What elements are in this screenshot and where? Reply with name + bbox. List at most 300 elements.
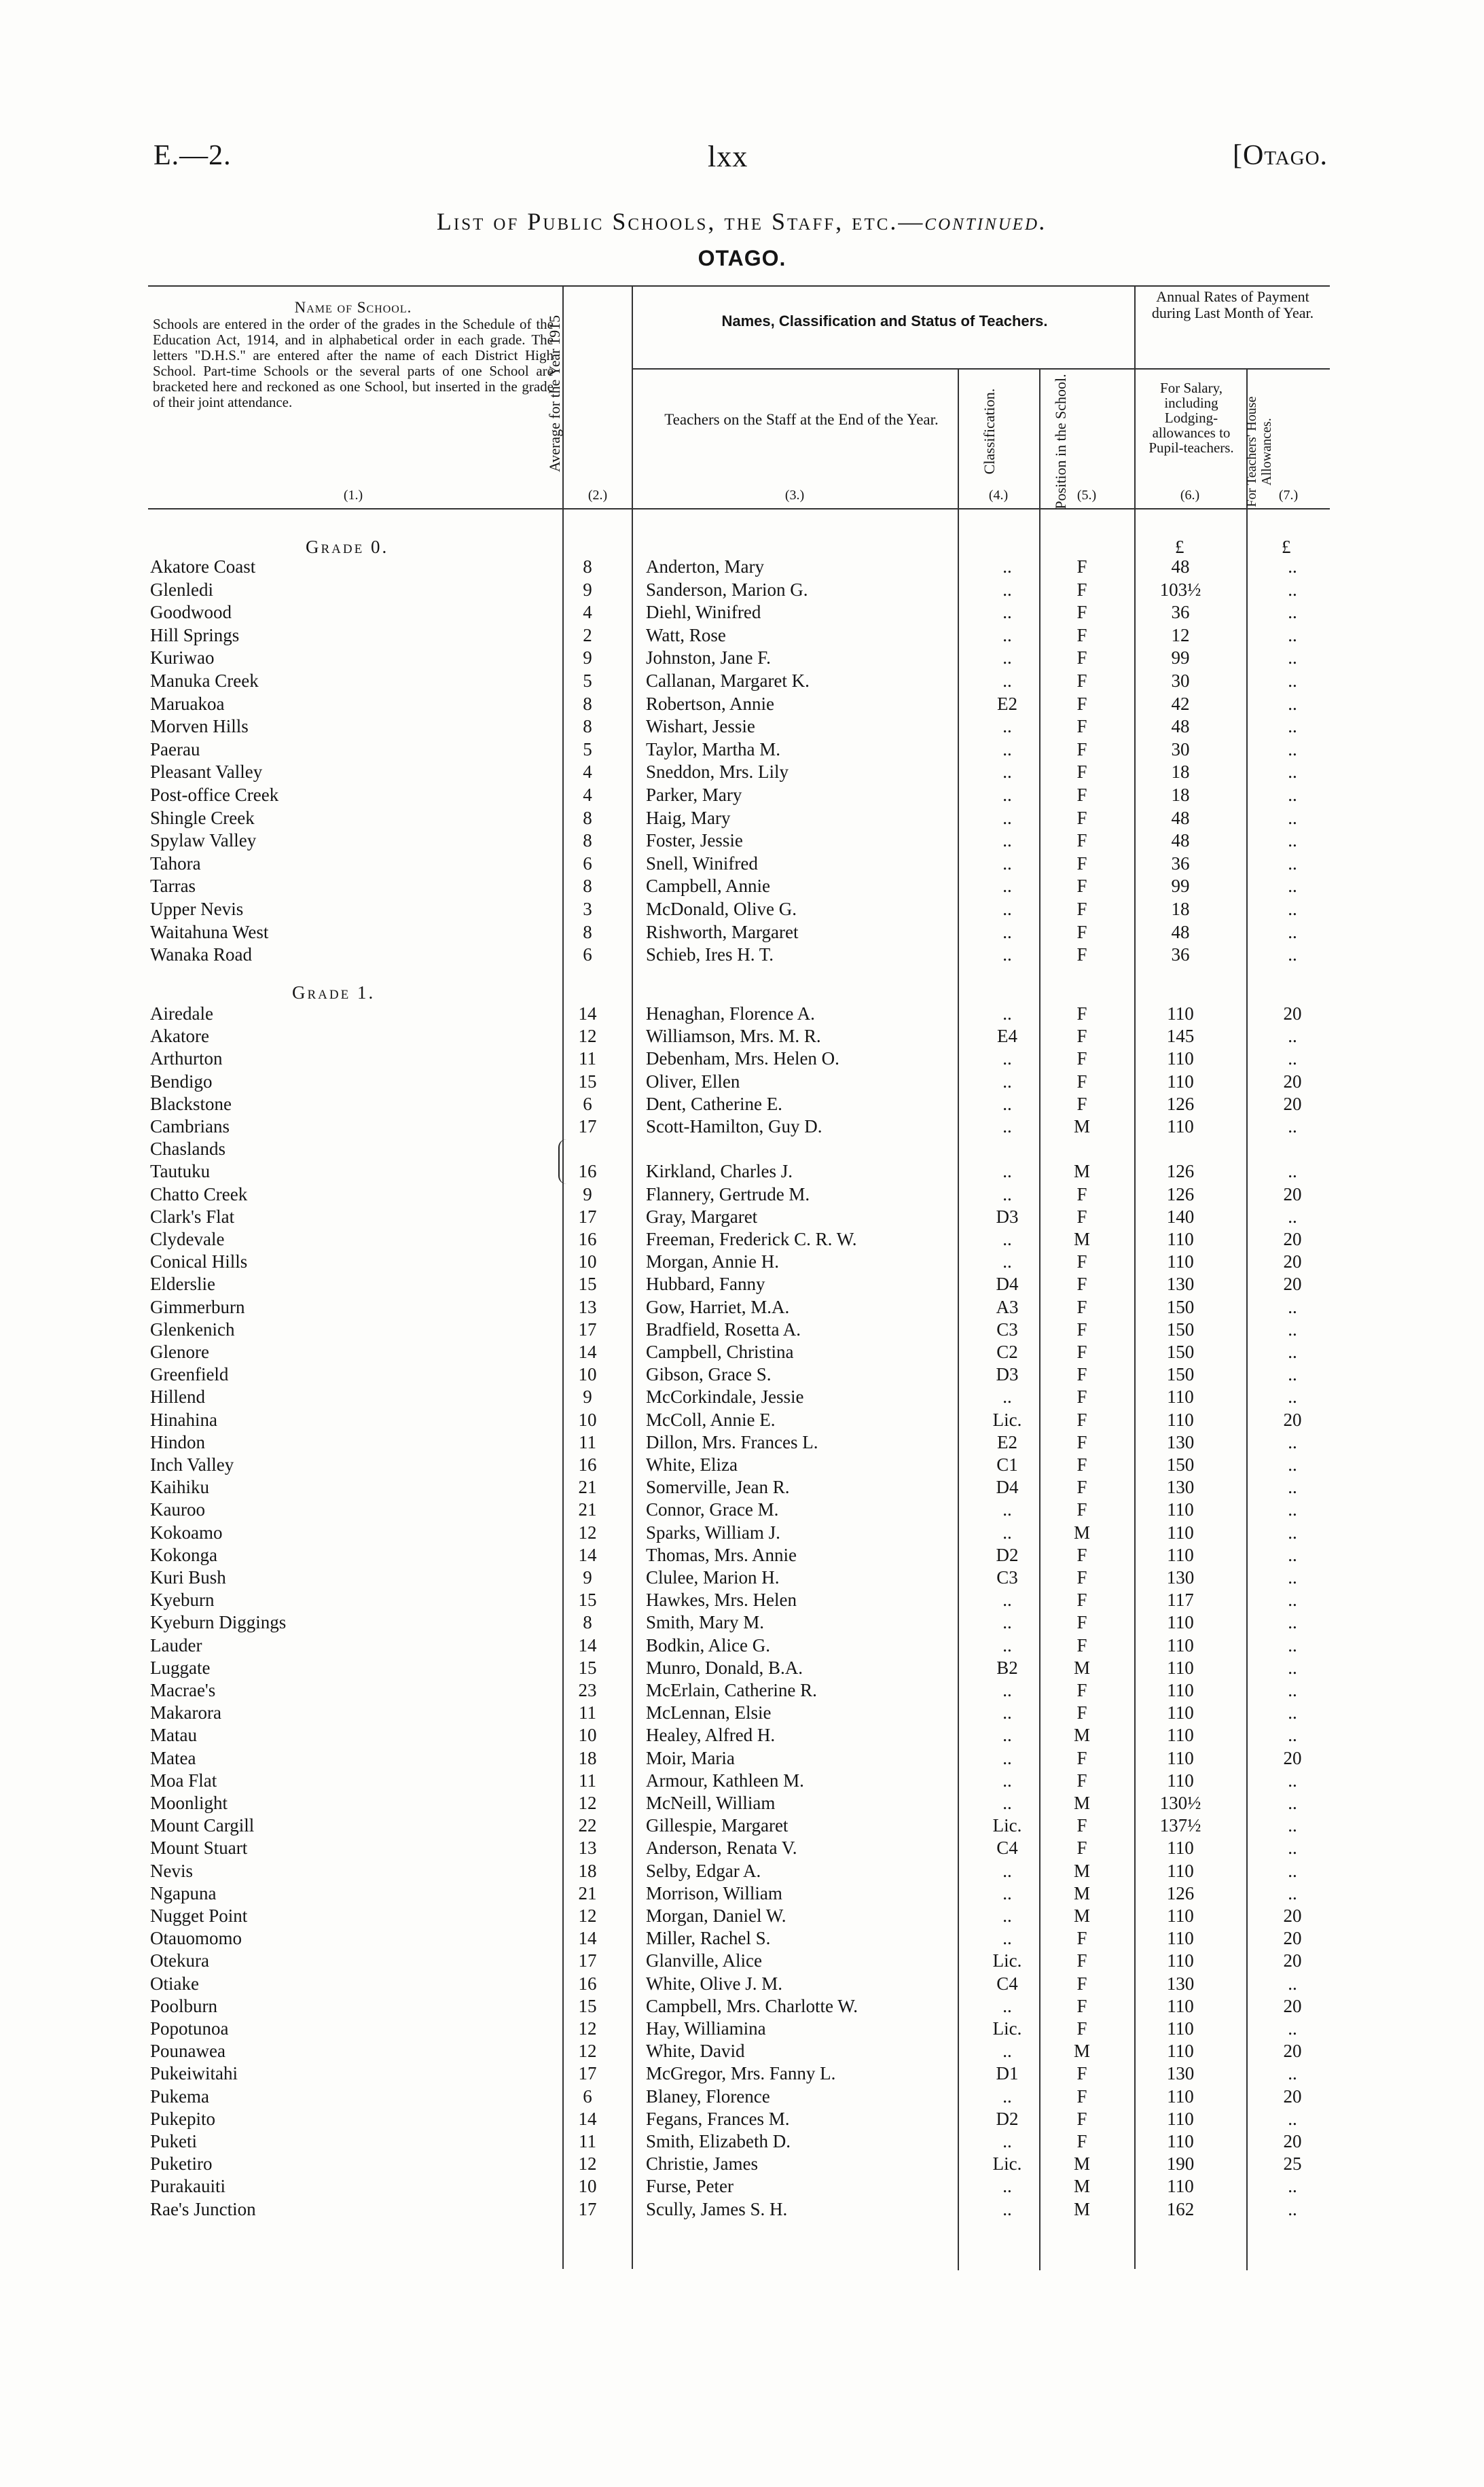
house-allowance: .. (1288, 1386, 1297, 1408)
teacher-name: Glanville, Alice (646, 1950, 762, 1971)
average-attendance: 6 (583, 2086, 592, 2107)
teacher-name: Morrison, William (646, 1882, 782, 1903)
school-name: Pukepito (150, 2108, 216, 2129)
classification: .. (1002, 762, 1012, 783)
position: F (1076, 1590, 1087, 1611)
table-row (148, 2153, 1330, 2175)
table-row (148, 2018, 1330, 2040)
average-attendance: 17 (578, 1116, 597, 1137)
table-row (148, 1431, 1330, 1454)
average-attendance: 12 (578, 1026, 597, 1047)
average-attendance: 16 (578, 1454, 597, 1475)
average-attendance: 8 (583, 830, 592, 851)
school-name: Hindon (150, 1431, 205, 1452)
salary: 130 (1166, 1274, 1195, 1295)
col-num-3: (3.) (784, 488, 805, 503)
house-allowance: 20 (1283, 1183, 1302, 1204)
salary: 110 (1167, 1702, 1194, 1723)
classification: .. (1002, 1071, 1012, 1092)
teacher-name: Gillespie, Margaret (646, 1815, 789, 1836)
teacher-name: Campbell, Annie (646, 876, 770, 897)
title-main: List of Public Schools, the Staff, etc.— (436, 208, 925, 235)
salary: 140 (1166, 1206, 1195, 1227)
house-allowance: .. (1288, 1860, 1297, 1881)
school-name: Blackstone (150, 1093, 232, 1114)
house-allowance: .. (1288, 1657, 1297, 1678)
salary: 110 (1167, 2018, 1194, 2039)
teacher-name: Campbell, Mrs. Charlotte W. (646, 1995, 858, 2016)
house-allowance: .. (1288, 785, 1297, 805)
school-name: Glenore (150, 1342, 209, 1362)
house-allowance: .. (1288, 1499, 1297, 1520)
salary: 126 (1166, 1093, 1195, 1114)
position: F (1076, 602, 1087, 623)
position: F (1076, 1747, 1087, 1768)
position: M (1073, 1657, 1090, 1678)
table-row (148, 853, 1330, 875)
position: M (1073, 1793, 1090, 1813)
school-name: Wanaka Road (150, 944, 253, 965)
teacher-name: Moir, Maria (646, 1747, 735, 1768)
position: F (1076, 807, 1087, 828)
classification: E4 (997, 1026, 1017, 1047)
position: F (1076, 1838, 1087, 1859)
salary: 130 (1166, 2063, 1195, 2084)
position: F (1076, 738, 1087, 759)
average-attendance: 17 (578, 1319, 597, 1340)
school-name: Inch Valley (150, 1454, 234, 1475)
average-attendance: 17 (578, 2063, 597, 2084)
teacher-name: Thomas, Mrs. Annie (646, 1544, 797, 1565)
classification: .. (1002, 807, 1012, 828)
house-allowance: .. (1288, 921, 1297, 942)
school-name: Otiake (150, 1973, 199, 1994)
salary: 36 (1171, 944, 1190, 965)
position: M (1073, 2176, 1090, 2197)
page-ref: E.—2. (153, 140, 232, 171)
position: F (1076, 1071, 1087, 1092)
salary: 126 (1166, 1161, 1195, 1182)
classification: .. (1002, 602, 1012, 623)
salary-currency: £ (1175, 537, 1184, 557)
teacher-name: Callanan, Margaret K. (646, 670, 810, 691)
table-row (148, 1634, 1330, 1657)
average-attendance: 5 (583, 738, 592, 759)
table-row (148, 715, 1330, 738)
house-allowance: .. (1288, 693, 1297, 714)
average-attendance: 18 (578, 1747, 597, 1768)
school-bracket (558, 1139, 566, 1184)
salary: 162 (1166, 2198, 1195, 2219)
teacher-name: Healey, Alfred H. (646, 1725, 776, 1746)
salary: 42 (1171, 693, 1190, 714)
house-allowance: .. (1288, 1680, 1297, 1700)
school-name: Pounawea (150, 2041, 225, 2062)
teacher-name: Williamson, Mrs. M. R. (646, 1026, 821, 1047)
house-allowance: .. (1288, 602, 1297, 623)
average-attendance: 11 (579, 2131, 596, 2151)
col-num-7: (7.) (1278, 488, 1299, 503)
teacher-name: Somerville, Jean R. (646, 1477, 790, 1498)
classification: .. (1002, 1048, 1012, 1069)
house-allowance: .. (1288, 1634, 1297, 1656)
classification: D2 (996, 1544, 1019, 1565)
classification: .. (1002, 624, 1012, 645)
position: F (1076, 1544, 1087, 1565)
school-heading-note: Schools are entered in the order of the grades in the Schedule of the Education Act, 1914, and in alphabetical order in each grade. The letters "D.H.S." are entered after the name of each District High School. Part-time Schools or the several parts of one School are bracketed here and reckoned as one School, but inserted in the grade of their joint attendance. (153, 316, 554, 410)
salary: 110 (1167, 1612, 1194, 1633)
position: F (1076, 579, 1087, 600)
table-row (148, 1003, 1330, 1025)
average-attendance: 4 (583, 602, 592, 623)
school-name: Tarras (150, 876, 196, 897)
average-attendance: 18 (578, 1860, 597, 1881)
classification: C4 (996, 1973, 1018, 1994)
table-row (148, 1927, 1330, 1950)
average-attendance: 15 (578, 1274, 597, 1295)
house-allowance: .. (1288, 1793, 1297, 1813)
teacher-name: McColl, Annie E. (646, 1409, 776, 1430)
school-name: Shingle Creek (150, 807, 255, 828)
house-allowance: .. (1288, 1477, 1297, 1498)
teacher-name: Sneddon, Mrs. Lily (646, 762, 789, 783)
salary: 110 (1167, 1048, 1194, 1069)
school-name: Pukeiwitahi (150, 2063, 238, 2084)
classification: .. (1002, 921, 1012, 942)
classification: .. (1002, 1229, 1012, 1249)
classification: .. (1002, 2086, 1012, 2107)
table-row (148, 738, 1330, 761)
table-row (148, 1995, 1330, 2018)
teacher-name: Taylor, Martha M. (646, 738, 780, 759)
teacher-name: McCorkindale, Jessie (646, 1386, 804, 1408)
salary: 18 (1171, 785, 1190, 805)
house-allowance: .. (1288, 1815, 1297, 1836)
average-attendance: 15 (578, 1590, 597, 1611)
average-attendance: 8 (583, 716, 592, 737)
salary: 110 (1167, 1657, 1194, 1678)
average-attendance: 8 (583, 807, 592, 828)
classification: .. (1002, 853, 1012, 874)
position: F (1076, 1680, 1087, 1700)
table-row (148, 1183, 1330, 1206)
classification: .. (1002, 1612, 1012, 1633)
position: F (1076, 1183, 1087, 1204)
school-name: Hill Springs (150, 624, 240, 645)
classification: C3 (996, 1319, 1018, 1340)
school-name: Puketi (150, 2131, 198, 2151)
house-allowance: .. (1288, 1026, 1297, 1047)
school-name: Kuriwao (150, 647, 215, 668)
teacher-name: Campbell, Christina (646, 1342, 794, 1362)
teacher-name: Schieb, Ires H. T. (646, 944, 774, 965)
house-allowance: .. (1288, 807, 1297, 828)
average-attendance: 14 (578, 1634, 597, 1656)
table-row (148, 1409, 1330, 1431)
salary: 48 (1171, 807, 1190, 828)
position: F (1076, 2018, 1087, 2039)
salary: 110 (1167, 1950, 1194, 1971)
school-name: Paerau (150, 738, 200, 759)
col-num-5: (5.) (1076, 488, 1097, 503)
position: F (1076, 1319, 1087, 1340)
teacher-name: Morgan, Annie H. (646, 1251, 779, 1272)
teacher-name: Smith, Elizabeth D. (646, 2131, 791, 2151)
house-allowance: 20 (1283, 1071, 1302, 1092)
subheader-rule (632, 368, 1134, 370)
salary: 110 (1167, 1634, 1194, 1656)
table-row (148, 2086, 1330, 2108)
classification-column-heading: Classification. (981, 388, 998, 475)
house-allowance: 20 (1283, 1950, 1302, 1971)
average-attendance: 12 (578, 2153, 597, 2175)
school-name: Purakauiti (150, 2176, 225, 2197)
school-name: Puketiro (150, 2153, 213, 2175)
house-allowance: 20 (1283, 2041, 1302, 2062)
classification: .. (1002, 738, 1012, 759)
classification: .. (1002, 1725, 1012, 1746)
school-name: Cambrians (150, 1116, 230, 1137)
classification: .. (1002, 716, 1012, 737)
teacher-name: White, Eliza (646, 1454, 738, 1475)
header-bottom-rule (148, 508, 1330, 509)
teacher-name: Christie, James (646, 2153, 758, 2175)
average-attendance: 16 (578, 1161, 597, 1182)
table-row (148, 829, 1330, 852)
house-allowance: .. (1288, 1431, 1297, 1452)
house-allowance: .. (1288, 1973, 1297, 1994)
teacher-name: Rishworth, Margaret (646, 921, 799, 942)
col-num-1: (1.) (343, 488, 363, 503)
house-allowance: .. (1288, 556, 1297, 577)
table-row (148, 944, 1330, 966)
position: F (1076, 1206, 1087, 1227)
table-row (148, 1386, 1330, 1408)
average-attendance: 15 (578, 1995, 597, 2016)
classification: C4 (996, 1838, 1018, 1859)
table-row (148, 1882, 1330, 1905)
classification: .. (1002, 876, 1012, 897)
grade-0-heading: Grade 0. (306, 537, 389, 557)
house-allowance: .. (1288, 2108, 1297, 2129)
table-row (148, 1657, 1330, 1679)
table-row (148, 579, 1330, 601)
house-allowance: 20 (1283, 1409, 1302, 1430)
salary: 103½ (1159, 579, 1201, 600)
salary: 18 (1171, 899, 1190, 919)
school-name: Conical Hills (150, 1251, 248, 1272)
average-attendance: 11 (579, 1431, 596, 1452)
school-name: Otauomomo (150, 1928, 242, 1949)
page-title (0, 207, 1484, 236)
position: F (1076, 1995, 1087, 2016)
average-attendance: 8 (583, 921, 592, 942)
position: F (1076, 762, 1087, 783)
salary: 99 (1171, 876, 1190, 897)
table-row (148, 2198, 1330, 2221)
table-row (148, 1905, 1330, 1927)
table-row (148, 1476, 1330, 1499)
teacher-name: Dillon, Mrs. Frances L. (646, 1431, 818, 1452)
classification: .. (1002, 830, 1012, 851)
teacher-name: Diehl, Winifred (646, 602, 761, 623)
salary: 36 (1171, 602, 1190, 623)
position: F (1076, 1612, 1087, 1633)
average-attendance: 9 (583, 1567, 592, 1588)
school-name: Kuri Bush (150, 1567, 226, 1588)
school-name: Moonlight (150, 1793, 228, 1813)
classification: .. (1002, 1905, 1012, 1926)
school-name: Pleasant Valley (150, 762, 263, 783)
position: F (1076, 2063, 1087, 2084)
classification: D2 (996, 2108, 1019, 2129)
house-allowance: 20 (1283, 1274, 1302, 1295)
classification: E2 (997, 693, 1017, 714)
position: F (1076, 2108, 1087, 2129)
teacher-name: Gray, Margaret (646, 1206, 758, 1227)
salary: 110 (1167, 1905, 1194, 1926)
table-row (148, 1341, 1330, 1363)
classification: .. (1002, 1793, 1012, 1813)
average-attendance: 6 (583, 1093, 592, 1114)
salary: 110 (1167, 1522, 1194, 1543)
school-name: Waitahuna West (150, 921, 269, 942)
average-attendance: 10 (578, 1725, 597, 1746)
teacher-name: Armour, Kathleen M. (646, 1770, 804, 1791)
table-row (148, 1814, 1330, 1837)
classification: E2 (997, 1431, 1017, 1452)
teacher-name: McLennan, Elsie (646, 1702, 772, 1723)
teacher-name: Haig, Mary (646, 807, 731, 828)
school-name: Makarora (150, 1702, 221, 1723)
salary: 130 (1166, 1973, 1195, 1994)
teacher-name: Wishart, Jessie (646, 716, 755, 737)
average-attendance: 11 (579, 1770, 596, 1791)
house-allowance: .. (1288, 1048, 1297, 1069)
classification: Lic. (992, 1815, 1022, 1836)
salary: 110 (1167, 1116, 1194, 1137)
position: M (1073, 1522, 1090, 1543)
salary: 48 (1171, 556, 1190, 577)
school-name: Moa Flat (150, 1770, 217, 1791)
classification: .. (1002, 1995, 1012, 2016)
house-allowance: .. (1288, 1702, 1297, 1723)
school-name: Mount Cargill (150, 1815, 255, 1836)
classification: .. (1002, 785, 1012, 805)
classification: D3 (996, 1206, 1019, 1227)
house-allowance: .. (1288, 1770, 1297, 1791)
school-name: Hinahina (150, 1409, 217, 1430)
classification: .. (1002, 1003, 1012, 1024)
salary: 190 (1166, 2153, 1195, 2175)
teacher-name: Hubbard, Fanny (646, 1274, 765, 1295)
position: F (1076, 1431, 1087, 1452)
teacher-name: Johnston, Jane F. (646, 647, 771, 668)
salary: 110 (1167, 1725, 1194, 1746)
teacher-name: Robertson, Annie (646, 693, 774, 714)
classification: .. (1002, 1093, 1012, 1114)
average-attendance: 16 (578, 1973, 597, 1994)
school-name: Pukema (150, 2086, 209, 2107)
school-name: Clark's Flat (150, 1206, 235, 1227)
house-allowance: 25 (1283, 2153, 1302, 2175)
teacher-name: Fegans, Frances M. (646, 2108, 790, 2129)
salary: 117 (1167, 1590, 1194, 1611)
position: F (1076, 1454, 1087, 1475)
table-row (148, 1251, 1330, 1273)
table-row (148, 1296, 1330, 1319)
table-row (148, 1454, 1330, 1476)
table-row (148, 921, 1330, 944)
position: M (1073, 2198, 1090, 2219)
teacher-name: Furse, Peter (646, 2176, 734, 2197)
salary: 130 (1166, 1477, 1195, 1498)
position: M (1073, 1116, 1090, 1137)
classification: .. (1002, 1928, 1012, 1949)
position: F (1076, 1567, 1087, 1588)
average-attendance: 12 (578, 2041, 597, 2062)
table-row (148, 761, 1330, 783)
house-allowance: 20 (1283, 2086, 1302, 2107)
teacher-name: Blaney, Florence (646, 2086, 770, 2107)
house-allowance: .. (1288, 738, 1297, 759)
teacher-name: Anderton, Mary (646, 556, 764, 577)
salary: 110 (1167, 2041, 1194, 2062)
house-allowance: 20 (1283, 1905, 1302, 1926)
payment-column-heading: Annual Rates of Payment during Last Month of Year. (1151, 288, 1314, 321)
teacher-name: Henaghan, Florence A. (646, 1003, 815, 1024)
average-attendance: 14 (578, 1003, 597, 1024)
salary: 18 (1171, 762, 1190, 783)
average-attendance: 13 (578, 1838, 597, 1859)
position: F (1076, 1093, 1087, 1114)
position: M (1073, 1905, 1090, 1926)
house-currency: £ (1282, 537, 1291, 557)
salary: 110 (1167, 1544, 1194, 1565)
school-name: Morven Hills (150, 716, 249, 737)
house-allowance: 20 (1283, 2131, 1302, 2151)
salary: 130½ (1159, 1793, 1201, 1813)
classification: A3 (996, 1296, 1019, 1317)
school-name: Macrae's (150, 1680, 216, 1700)
position: F (1076, 1274, 1087, 1295)
salary: 30 (1171, 738, 1190, 759)
school-name: Tautuku (150, 1161, 211, 1182)
teacher-name: Connor, Grace M. (646, 1499, 779, 1520)
table-row (148, 1206, 1330, 1228)
house-allowance: .. (1288, 1522, 1297, 1543)
teacher-name: Bodkin, Alice G. (646, 1634, 770, 1656)
average-attendance: 3 (583, 899, 592, 919)
position: F (1076, 876, 1087, 897)
house-allowance: .. (1288, 1454, 1297, 1475)
teacher-name: White, Olive J. M. (646, 1973, 782, 1994)
school-name: Elderslie (150, 1274, 215, 1295)
average-attendance: 8 (583, 1612, 592, 1633)
classification: D4 (996, 1477, 1019, 1498)
classification: .. (1002, 1183, 1012, 1204)
average-attendance: 21 (578, 1499, 597, 1520)
table-row (148, 647, 1330, 669)
school-name: Gimmerburn (150, 1296, 245, 1317)
school-name: Spylaw Valley (150, 830, 257, 851)
average-attendance: 14 (578, 1342, 597, 1362)
salary: 110 (1167, 2108, 1194, 2129)
table-row (148, 875, 1330, 897)
col-num-4: (4.) (988, 488, 1009, 503)
table-row (148, 601, 1330, 624)
average-attendance: 9 (583, 1183, 592, 1204)
